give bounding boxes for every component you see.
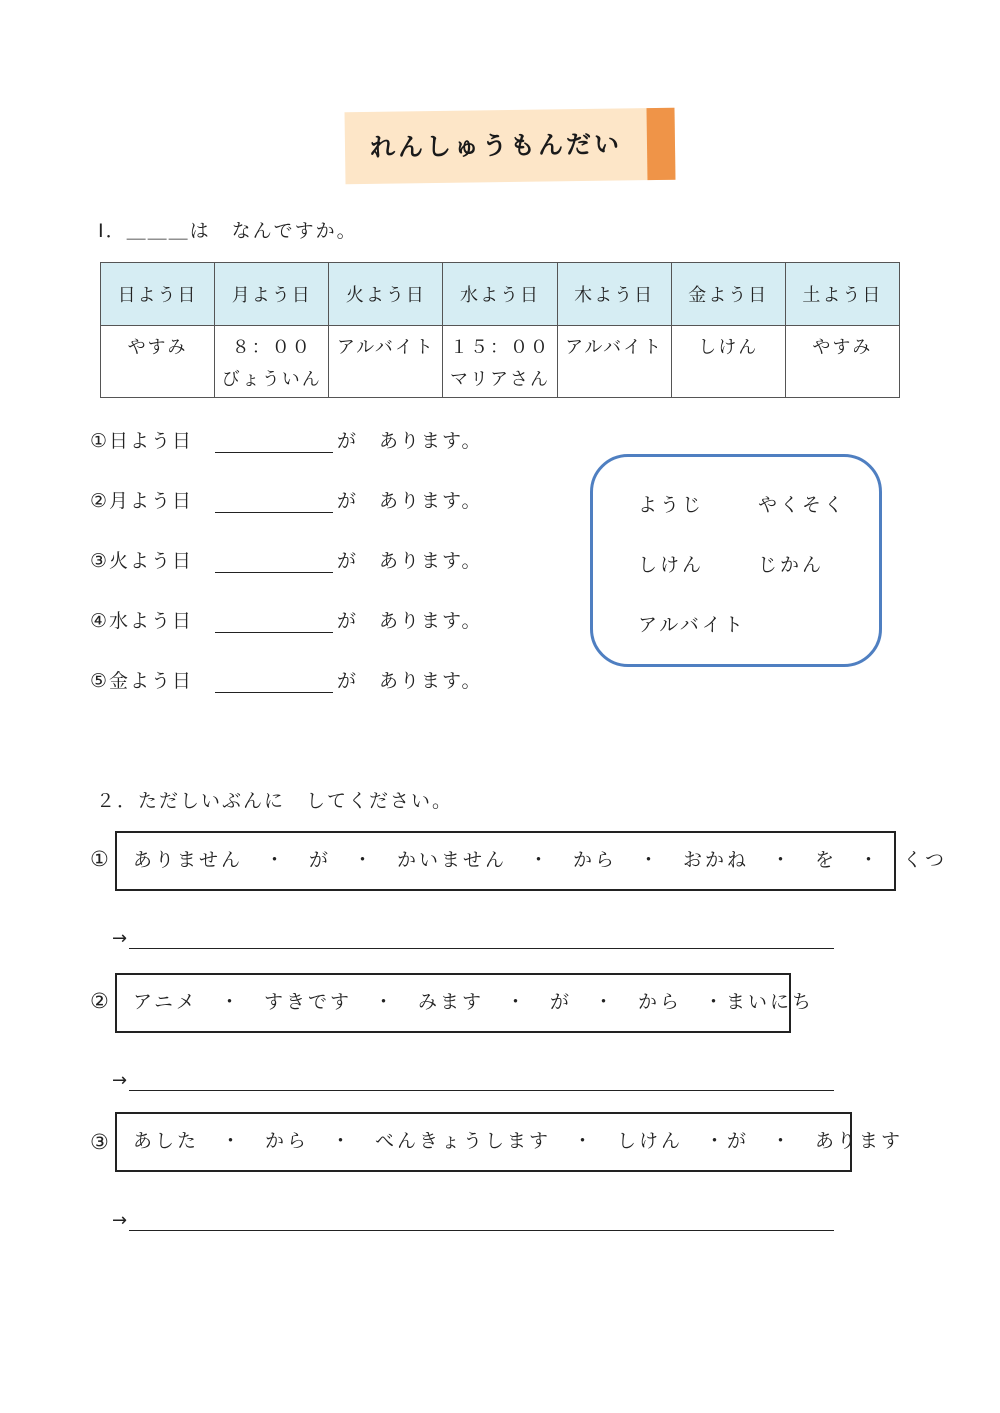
day-header: 日よう日 bbox=[101, 263, 215, 326]
fill-in-item-3 bbox=[90, 546, 483, 573]
schedule-cell bbox=[215, 326, 329, 398]
item-label: ④水よう日 bbox=[90, 610, 194, 632]
scrambled-sentence-box-1: ありません ・ が ・ かいません ・ から ・ おかね ・ を ・ くつ bbox=[115, 831, 896, 891]
cell-line: マリアさん bbox=[449, 369, 550, 390]
schedule-cell bbox=[785, 326, 899, 398]
answer-input-line[interactable] bbox=[129, 1210, 834, 1231]
answer-blank[interactable] bbox=[215, 430, 333, 453]
answer-input-line[interactable] bbox=[129, 928, 834, 949]
arrow-icon: → bbox=[112, 1070, 128, 1091]
day-header: 火よう日 bbox=[329, 263, 443, 326]
title-banner bbox=[345, 108, 676, 185]
day-header: 月よう日 bbox=[215, 263, 329, 326]
schedule-cell bbox=[671, 326, 785, 398]
day-header: 木よう日 bbox=[557, 263, 671, 326]
answer-blank[interactable] bbox=[215, 670, 333, 693]
day-header: 水よう日 bbox=[443, 263, 557, 326]
word-bank-item: しけん bbox=[638, 554, 705, 576]
day-header: 金よう日 bbox=[671, 263, 785, 326]
answer-blank[interactable] bbox=[215, 610, 333, 633]
item-suffix: が あります。 bbox=[337, 430, 483, 452]
sentence-number: ① bbox=[90, 847, 109, 871]
item-label: ③火よう日 bbox=[90, 550, 194, 572]
answer-input-line[interactable] bbox=[129, 1070, 834, 1091]
cell-line: ８：００ bbox=[231, 337, 312, 358]
sentence-number: ② bbox=[90, 989, 109, 1013]
word-bank-item: やくそく bbox=[758, 494, 847, 516]
word-bank-item: じかん bbox=[758, 554, 825, 576]
arrow-icon: → bbox=[112, 928, 128, 949]
schedule-header-row bbox=[101, 263, 900, 326]
answer-line-2 bbox=[112, 1070, 834, 1091]
cell-line: アルバイト bbox=[565, 337, 664, 358]
schedule-cell bbox=[329, 326, 443, 398]
scrambled-sentence-box-3: あした ・ から ・ べんきょうします ・ しけん ・が ・ あります bbox=[115, 1112, 852, 1172]
arrow-icon: → bbox=[112, 1210, 128, 1231]
fill-in-item-5 bbox=[90, 666, 483, 693]
cell-line: しけん bbox=[698, 337, 759, 358]
cell-line: １５：００ bbox=[449, 337, 550, 358]
item-suffix: が あります。 bbox=[337, 490, 483, 512]
answer-blank[interactable] bbox=[215, 550, 333, 573]
question-2-heading: ２．ただしいぶんに してください。 bbox=[96, 790, 454, 812]
scrambled-sentence-box-2: アニメ ・ すきです ・ みます ・ が ・ から ・まいにち bbox=[115, 973, 791, 1033]
fill-in-item-2 bbox=[90, 486, 483, 513]
day-header: 土よう日 bbox=[785, 263, 899, 326]
fill-in-item-4 bbox=[90, 606, 483, 633]
item-label: ①日よう日 bbox=[90, 430, 194, 452]
item-suffix: が あります。 bbox=[337, 610, 483, 632]
schedule-cell bbox=[557, 326, 671, 398]
answer-line-3 bbox=[112, 1210, 834, 1231]
cell-line: やすみ bbox=[127, 337, 188, 358]
item-suffix: が あります。 bbox=[337, 670, 483, 692]
item-label: ②月よう日 bbox=[90, 490, 194, 512]
sentence-number: ③ bbox=[90, 1130, 109, 1154]
fill-in-item-1 bbox=[90, 426, 483, 453]
word-bank-item: ようじ bbox=[638, 494, 705, 516]
schedule-cell bbox=[443, 326, 557, 398]
word-bank bbox=[590, 454, 882, 667]
cell-line: やすみ bbox=[812, 337, 873, 358]
schedule-cell bbox=[101, 326, 215, 398]
page-title: れんしゅうもんだい bbox=[369, 129, 623, 162]
schedule-body-row bbox=[101, 326, 900, 398]
schedule-table bbox=[100, 262, 900, 398]
cell-line: アルバイト bbox=[336, 337, 435, 358]
question-1-heading: Ⅰ．＿＿＿は なんですか。 bbox=[98, 220, 358, 242]
item-suffix: が あります。 bbox=[337, 550, 483, 572]
item-label: ⑤金よう日 bbox=[90, 670, 194, 692]
title-accent-bar bbox=[646, 108, 675, 180]
answer-blank[interactable] bbox=[215, 490, 333, 513]
cell-line: びょういん bbox=[221, 369, 322, 390]
answer-line-1 bbox=[112, 928, 834, 949]
word-bank-item: アルバイト bbox=[638, 614, 746, 636]
